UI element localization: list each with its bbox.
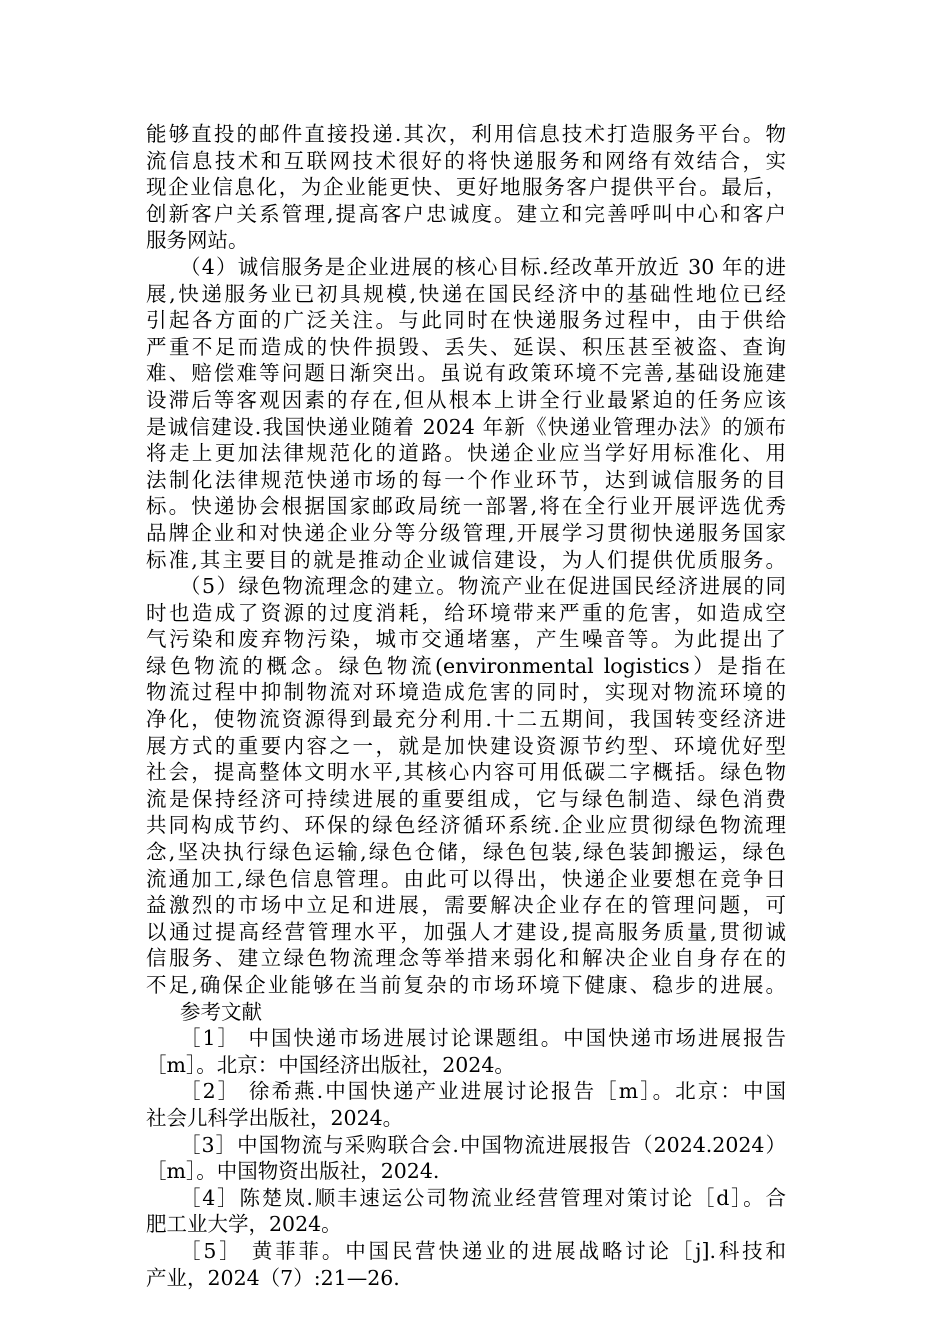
text-line: 流信息技术和互联网技术很好的将快递服务和网络有效结合，实 bbox=[146, 148, 786, 173]
text-line: 物流过程中抑制物流对环境造成危害的同时，实现对物流环境的 bbox=[146, 680, 786, 705]
reference-line: ［5］ 黄菲菲。中国民营快递业的进展战略讨论［j].科技和 bbox=[180, 1238, 786, 1263]
text-line: （5）绿色物流理念的建立。物流产业在促进国民经济进展的同 bbox=[180, 574, 786, 599]
text-line: 标。快递协会根据国家邮政局统一部署,将在全行业开展评选优秀 bbox=[146, 494, 786, 519]
reference-line: 社会儿科学出版社，2024。 bbox=[146, 1105, 404, 1130]
text-line: 益激烈的市场中立足和进展，需要解决企业存在的管理问题，可 bbox=[146, 893, 786, 918]
text-line: 严重不足而造成的快件损毁、丢失、延误、积压甚至被盗、查询 bbox=[146, 334, 786, 359]
references-heading: 参考文献 bbox=[180, 999, 262, 1024]
text-line: 念,坚决执行绿色运输,绿色仓储，绿色包装,绿色装卸搬运，绿色 bbox=[146, 840, 786, 865]
text-line: 共同构成节约、环保的绿色经济循环系统.企业应贯彻绿色物流理 bbox=[146, 813, 786, 838]
text-line: 展,快递服务业已初具规模,快递在国民经济中的基础性地位已经 bbox=[146, 281, 786, 306]
text-line: 服务网站。 bbox=[146, 228, 249, 253]
reference-line: ［2］ 徐希燕.中国快递产业进展讨论报告［m］。北京：中国 bbox=[180, 1079, 786, 1104]
text-line: 能够直投的邮件直接投递.其次，利用信息技术打造服务平台。物 bbox=[146, 122, 786, 146]
text-line: 社会，提高整体文明水平,其核心内容可用低碳二字概括。绿色物 bbox=[146, 760, 786, 785]
text-line: 不足,确保企业能够在当前复杂的市场环境下健康、稳步的进展。 bbox=[146, 973, 786, 997]
reference-line: 产业，2024（7）:21—26. bbox=[146, 1265, 400, 1290]
text-line: 流通加工,绿色信息管理。由此可以得出，快递企业要想在竞争日 bbox=[146, 866, 786, 891]
text-line: 以通过提高经营管理水平，加强人才建设,提高服务质量,贯彻诚 bbox=[146, 919, 786, 944]
text-line: 流是保持经济可持续进展的重要组成，它与绿色制造、绿色消费 bbox=[146, 786, 786, 811]
reference-line: ［m］。北京：中国经济出版社，2024。 bbox=[146, 1052, 515, 1077]
text-line: 是诚信建设.我国快递业随着 2024 年新《快递业管理办法》的颁布 bbox=[146, 414, 786, 439]
reference-line: ［1］ 中国快递市场进展讨论课题组。中国快递市场进展报告 bbox=[180, 1026, 786, 1051]
reference-line: ［m］。中国物资出版社，2024. bbox=[146, 1159, 440, 1184]
text-line: 难、赔偿难等问题日渐突出。虽说有政策环境不完善,基础设施建 bbox=[146, 361, 786, 386]
text-line: 绿色物流的概念。绿色物流(environmental logistics）是指在 bbox=[146, 653, 786, 678]
text-line: 标准,其主要目的就是推动企业诚信建设，为人们提供优质服务。 bbox=[146, 547, 786, 572]
text-line: 法制化法律规范快递市场的每一个作业环节，达到诚信服务的目 bbox=[146, 467, 786, 492]
reference-line: ［3］中国物流与采购联合会.中国物流进展报告（2024.2024） bbox=[180, 1132, 786, 1157]
reference-line: 肥工业大学，2024。 bbox=[146, 1212, 342, 1237]
text-line: 设滞后等客观因素的存在,但从根本上讲全行业最紧迫的任务应该 bbox=[146, 387, 786, 412]
text-line: 创新客户关系管理,提高客户忠诚度。建立和完善呼叫中心和客户 bbox=[146, 201, 786, 226]
text-line: 展方式的重要内容之一，就是加快建设资源节约型、环境优好型 bbox=[146, 733, 786, 758]
reference-line: ［4］陈楚岚.顺丰速运公司物流业经营管理对策讨论［d］。合 bbox=[180, 1185, 786, 1210]
text-line: 品牌企业和对快递企业分等分级管理,开展学习贯彻快递服务国家 bbox=[146, 520, 786, 545]
text-line: 净化，使物流资源得到最充分利用.十二五期间，我国转变经济进 bbox=[146, 707, 786, 732]
text-line: 将走上更加法律规范化的道路。快递企业应当学好用标准化、用 bbox=[146, 441, 786, 466]
text-line: 引起各方面的广泛关注。与此同时在快递服务过程中，由于供给 bbox=[146, 308, 786, 333]
text-line: （4）诚信服务是企业进展的核心目标.经改革开放近 30 年的进 bbox=[180, 254, 786, 279]
document-body bbox=[146, 121, 786, 1291]
text-line: 现企业信息化，为企业能更快、更好地服务客户提供平台。最后， bbox=[146, 175, 786, 200]
text-line: 时也造成了资源的过度消耗，给环境带来严重的危害，如造成空 bbox=[146, 600, 786, 625]
text-line: 信服务、建立绿色物流理念等举措来弱化和解决企业自身存在的 bbox=[146, 946, 786, 971]
text-line: 气污染和废弃物污染，城市交通堵塞，产生噪音等。为此提出了 bbox=[146, 627, 786, 652]
